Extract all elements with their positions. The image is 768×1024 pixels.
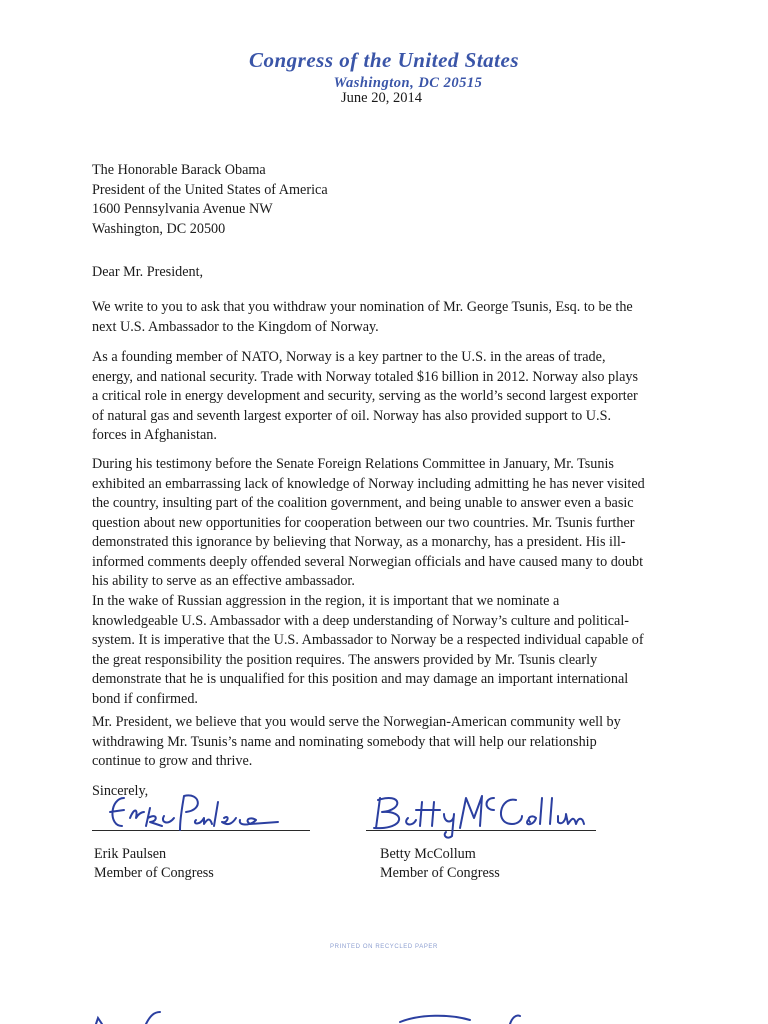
recycled-paper-note: PRINTED ON RECYCLED PAPER: [330, 944, 438, 950]
recipient-address: [92, 161, 328, 239]
text-line: We write to you to ask that you withdraw your nomination of Mr. George Tsunis, Esq. to be the: [92, 299, 633, 315]
text-line: During his testimony before the Senate Foreign Relations Committee in January, Mr. Tsunis: [92, 456, 614, 472]
letterhead-city: Washington, DC 20515: [333, 75, 483, 91]
letterhead-title: Congress of the United States: [248, 48, 520, 72]
recipient-line: 1600 Pennsylvania Avenue NW: [92, 201, 273, 217]
letter-date: June 20, 2014: [341, 90, 422, 106]
next-page-signature-fragment: [0, 1004, 768, 1024]
text-line: energy, and national security. Trade with Norway totaled $16 billion in 2012. Norway also plays: [92, 368, 638, 385]
text-line: informed comments deeply offended several Norwegian officials and have caused many to doubt: [92, 553, 644, 570]
text-line: knowledgeable U.S. Ambassador with a deep understanding of Norway’s culture and political-: [92, 612, 630, 629]
signature-erik-paulsen: [100, 788, 290, 838]
text-line: Mr. President, we believe that you would serve the Norwegian-American community well by: [92, 714, 621, 730]
text-line: the great responsibility the position requires. The answers provided by Mr. Tsunis clearly: [92, 651, 598, 668]
signer-block-mccollum: [380, 845, 500, 883]
body-paragraph-4: [92, 592, 682, 709]
signer-name: Betty McCollum: [380, 846, 476, 862]
text-line: the country, insulting part of the coalition government, and being unable to answer even a basic: [92, 495, 634, 511]
text-line: In the wake of Russian aggression in the region, it is important that we nominate a: [92, 593, 560, 609]
recipient-line: Washington, DC 20500: [92, 220, 226, 237]
closing: Sincerely,: [92, 783, 149, 799]
text-line: demonstrated this ignorance by believing that Norway, as a monarchy, has a president. His ill-: [92, 534, 626, 550]
text-line: bond if confirmed.: [92, 690, 198, 707]
body-paragraph-3: [92, 455, 682, 592]
text-line: As a founding member of NATO, Norway is a key partner to the U.S. in the areas of trade,: [92, 349, 606, 365]
body-paragraph-2: [92, 348, 682, 446]
text-line: exhibited an embarrassing lack of knowledge of Norway including admitting he has never visited: [92, 475, 645, 492]
recipient-line: President of the United States of America: [92, 181, 328, 198]
text-line: continue to grow and thrive.: [92, 753, 253, 769]
signer-name: Erik Paulsen: [94, 846, 167, 862]
body-paragraph-1: [92, 298, 682, 337]
text-line: a critical role in energy development and security, serving as the world’s second largest exporter: [92, 388, 638, 404]
text-line: his ability to serve as an effective ambassador.: [92, 573, 355, 589]
signer-title: Member of Congress: [380, 865, 500, 881]
text-line: next U.S. Ambassador to the Kingdom of Norway.: [92, 318, 379, 335]
signer-title: Member of Congress: [94, 865, 214, 881]
text-line: system. It is imperative that the U.S. Ambassador to Norway be a respected individual capable of: [92, 632, 644, 648]
text-line: forces in Afghanistan.: [92, 427, 217, 443]
body-paragraph-5: [92, 713, 682, 772]
recipient-line: The Honorable Barack Obama: [92, 162, 266, 178]
salutation: Dear Mr. President,: [92, 264, 204, 280]
text-line: withdrawing Mr. Tsunis’s name and nominating somebody that will help our relationship: [92, 733, 597, 750]
signer-block-paulsen: [94, 845, 214, 883]
text-line: demonstrate that he is unqualified for this position and may damage an important international: [92, 671, 629, 687]
text-line: question about new opportunities for cooperation between our two countries. Mr. Tsunis further: [92, 514, 635, 531]
signature-betty-mccollum: [366, 788, 596, 842]
text-line: of natural gas and seventh largest exporter of oil. Norway has also provided support to U.S.: [92, 407, 612, 424]
